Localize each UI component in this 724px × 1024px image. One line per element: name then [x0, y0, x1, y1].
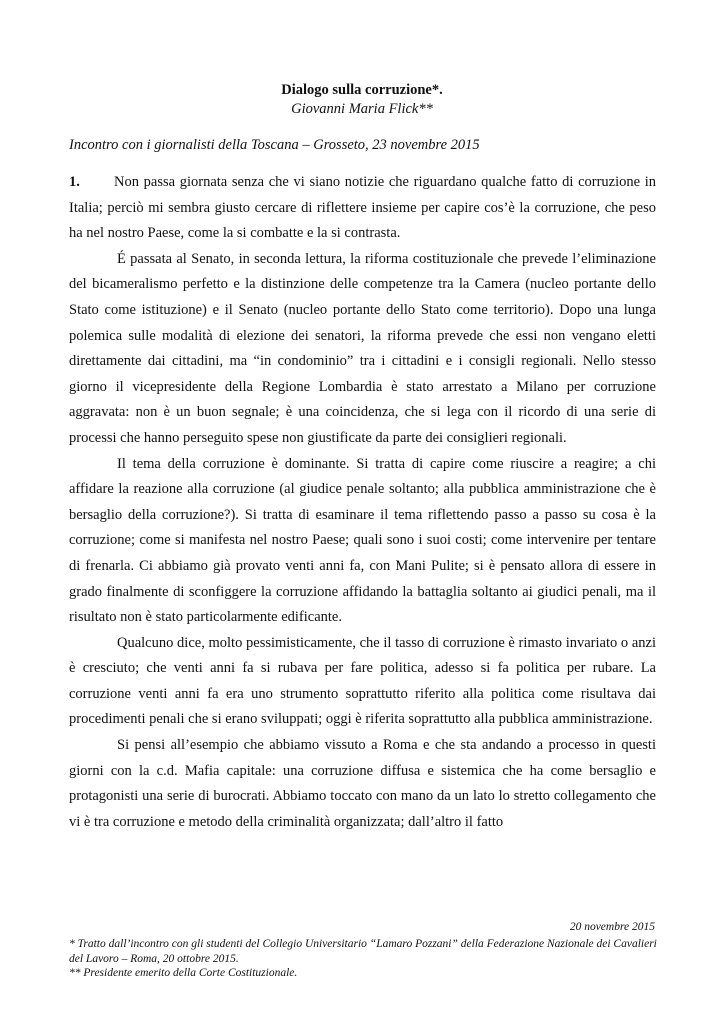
section-number: 1. — [69, 174, 80, 190]
document-author: Giovanni Maria Flick** — [291, 101, 433, 117]
paragraph-5: Si pensi all’esempio che abbiamo vissuto a Roma e che sta andando a processo in questi giorni con la c.d. Mafia capitale: una corruzione diffusa e sistemica che ha come bersaglio e protagonisti una serie di burocrati. Abbiamo toccato con mano da un lato lo stretto collegamento che vi è tra corruzione e metodo della criminalità organizzata; dall’altro il fatto — [69, 737, 656, 830]
paragraph-2: É passata al Senato, in seconda lettura, la riforma costituzionale che prevede l’eliminazione del bicameralismo perfetto e la distinzione delle competenze tra la Camera (nucleo portante dello Stato come istituzione) e il Senato (nucleo portante dello Stato come territorio). Dopo una lunga polemica sulle modalità di elezione dei senatori, la riforma prevede che essi non vengano eletti direttamente dai cittadini, ma “in condominio” tra i cittadini e i consigli regionali. Nello stesso giorno il vicepresidente della Regione Lombardia è stato arrestato a Milano per corruzione aggravata: non è un buon segnale; è una coincidenza, che si lega con il ricordo di una serie di processi che hanno perseguito spese non giustificate da parte dei consiglieri regionali. — [69, 250, 656, 446]
paragraph-1-text: Non passa giornata senza che vi siano notizie che riguardano qualche fatto di corruzione in Italia; perciò mi sembra giusto cercare di riflettere insieme per capire cos’è la corruzione, che peso ha nel nostro Paese, come la si combatte e la si contrasta. — [69, 174, 656, 242]
footnotes — [69, 937, 659, 981]
footnote-2: ** Presidente emerito della Corte Costituzionale. — [69, 967, 298, 979]
paragraph-4: Qualcuno dice, molto pessimisticamente, che il tasso di corruzione è rimasto invariato o anzi è cresciuto; che venti anni fa si rubava per fare politica, adesso si fa politica per rubare. La corruzione venti anni fa era uno strumento soprattutto riferito alla politica come risultava dai procedimenti penali che si erano sviluppati; oggi è riferita soprattutto alla pubblica amministrazione. — [69, 634, 656, 728]
footnote-1: * Tratto dall’incontro con gli studenti del Collegio Universitario “Lamaro Pozzani” della Federazione Nazionale dei Cavalieri del Lavoro – Roma, 20 ottobre 2015. — [69, 938, 657, 965]
footer-date: 20 novembre 2015 — [569, 921, 655, 933]
paragraph-3: Il tema della corruzione è dominante. Si tratta di capire come riuscire a reagire; a chi affidare la reazione alla corruzione (al giudice penale soltanto; alla pubblica amministrazione che è bersaglio della corruzione?). Si tratta di esaminare il tema riflettendo passo a passo su cosa è la corruzione; come si manifesta nel nostro Paese; quali sono i suoi costi; come intervenire per tentare di frenarla. Ci abbiamo già provato venti anni fa, con Mani Pulite; si è pensato allora di essere in grado finalmente di sconfiggere la corruzione affidando la battaglia soltanto ai giudici penali, ma il risultato non è stato particolarmente edificante. — [69, 455, 656, 626]
document-title: Dialogo sulla corruzione*. — [281, 82, 443, 98]
document-body — [69, 170, 656, 835]
paragraph-1 — [69, 170, 656, 247]
meeting-line: Incontro con i giornalisti della Toscana – Grosseto, 23 novembre 2015 — [69, 137, 480, 153]
